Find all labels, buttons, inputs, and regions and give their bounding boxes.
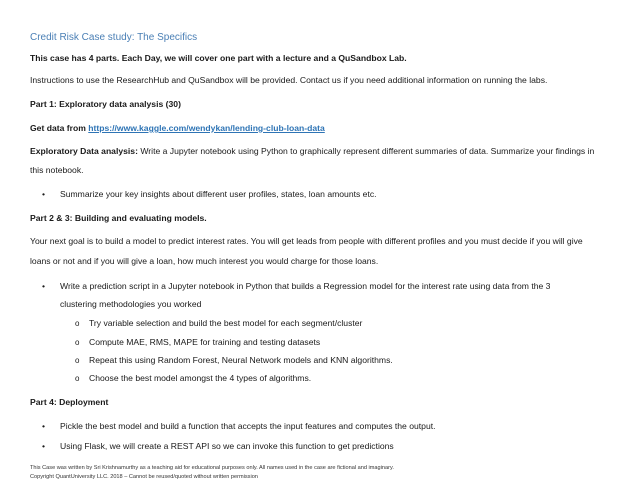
part1-bullet: Summarize your key insights about different user profiles, states, loan amounts etc. — [60, 189, 377, 199]
part23-bullet-line2: clustering methodologies you worked — [60, 299, 202, 309]
sub-bullet-marker: o — [75, 356, 80, 365]
bullet-marker: • — [42, 281, 46, 291]
document-title: Credit Risk Case study: The Specifics — [30, 32, 198, 43]
sub-item: Compute MAE, RMS, MAPE for training and testing datasets — [89, 337, 321, 347]
bullet-marker: • — [42, 441, 46, 451]
part4-bullet: Using Flask, we will create a REST API so we can invoke this function to get predictions — [60, 441, 394, 451]
part23-text-line1: Your next goal is to build a model to predict interest rates. You will get leads from people with different profiles and you must decide if you will give — [30, 236, 583, 246]
footer-note: This Case was written by Sri Krishnamurthy as a teaching aid for educational purposes only. All names used in the case are fictional and imaginary. — [30, 465, 394, 471]
kaggle-data-link[interactable]: https://www.kaggle.com/wendykan/lending-club-loan-data — [88, 123, 325, 133]
eda-paragraph-line1 — [30, 146, 624, 157]
bullet-marker: • — [42, 189, 46, 199]
sub-item: Try variable selection and build the best model for each segment/cluster — [89, 318, 363, 328]
instructions-text: Instructions to use the ResearchHub and QuSandbox will be provided. Contact us if you need additional information on running the labs. — [30, 75, 548, 85]
sub-item: Choose the best model amongst the 4 types of algorithms. — [89, 373, 312, 383]
footer-copyright: Copyright QuantUniversity LLC. 2018 – Cannot be reused/quoted without written permission — [30, 474, 258, 480]
part23-bullet-line1: Write a prediction script in a Jupyter notebook in Python that builds a Regression model for the interest rate using data from the 3 — [60, 281, 551, 291]
get-data-line — [30, 123, 624, 134]
sub-item: Repeat this using Random Forest, Neural Network models and KNN algorithms. — [89, 355, 393, 365]
sub-bullet-marker: o — [75, 338, 80, 347]
sub-bullet-marker: o — [75, 374, 80, 383]
eda-paragraph-line2: this notebook. — [30, 165, 84, 175]
eda-label: Exploratory Data analysis: — [30, 146, 138, 156]
sub-bullet-marker: o — [75, 319, 80, 328]
part4-heading: Part 4: Deployment — [30, 397, 109, 407]
part23-heading: Part 2 & 3: Building and evaluating models. — [30, 213, 207, 223]
eda-text: Write a Jupyter notebook using Python to graphically represent different summaries of data. Summarize your findings in — [137, 146, 595, 156]
intro-text: This case has 4 parts. Each Day, we will cover one part with a lecture and a QuSandbox Lab. — [30, 53, 407, 63]
get-data-label: Get data from — [30, 123, 89, 133]
part1-heading: Part 1: Exploratory data analysis (30) — [30, 99, 181, 109]
part23-text-line2: loans or not and if you will give a loan, how much interest you would charge for those loans. — [30, 256, 379, 266]
part4-bullet: Pickle the best model and build a function that accepts the input features and computes the output. — [60, 421, 436, 431]
bullet-marker: • — [42, 421, 46, 431]
